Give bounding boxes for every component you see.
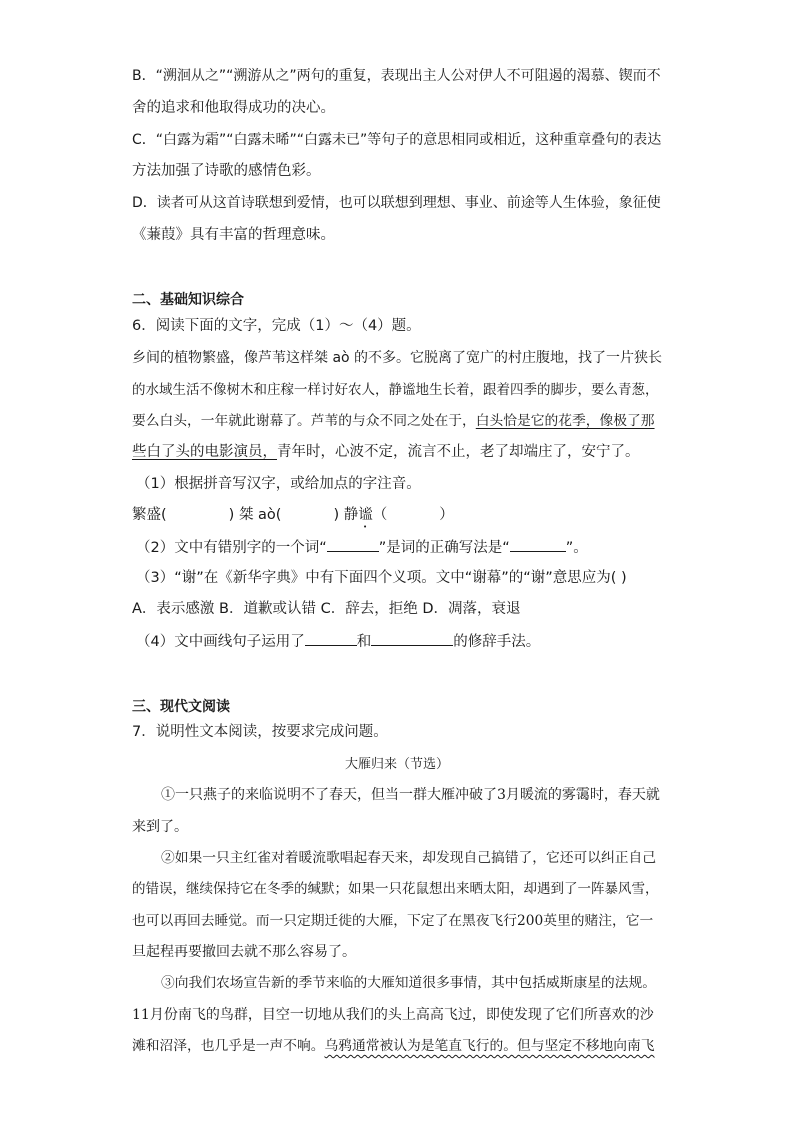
- option-b-line-1: B．“溯洄从之”“溯游从之”两句的重复，表现出主人公对伊人不可阻遏的渴慕、锲而不: [132, 68, 661, 84]
- sub-question-1-fields: [132, 505, 454, 531]
- article-para-3-line-2: 11月份南飞的鸟群，目空一切地从我们的头上高高飞过，即使发现了它们所喜欢的沙: [132, 1007, 654, 1023]
- question-7-stem: 7．说明性文本阅读，按要求完成问题。: [132, 724, 388, 740]
- sub-question-4-text-b: 和: [356, 634, 372, 650]
- underlined-sentence-part-1: 白头恰是它的花季，像极了那: [475, 413, 655, 429]
- section-heading-basic-knowledge: 二、基础知识综合: [132, 292, 244, 308]
- passage-line-4: [132, 442, 640, 462]
- article-para-2-line-2: 的错误，继续保持它在冬季的缄默；如果一只花鼠想出来晒太阳，却遇到了一阵暴风雪，: [132, 881, 659, 897]
- article-para-1-line-1: ①一只燕子的来临说明不了春天，但当一群大雁冲破了3月暖流的雾霭时，春天就: [161, 787, 660, 803]
- option-c-line-1: C．“白露为霜”“白露未晞”“白露未已”等句子的意思相同或相近，这种重章叠句的表达: [132, 132, 662, 148]
- sub-question-3-options: A．表示感激 B．道歉或认错 C．辞去，拒绝 D．凋落，衰退: [132, 601, 521, 617]
- wavy-underlined-sentence: 乌鸦通常被认为是笔直飞行的。但与坚定不移地向南飞: [324, 1038, 655, 1054]
- blank-rhetoric-1[interactable]: [305, 631, 357, 646]
- article-para-1-line-2: 来到了。: [132, 819, 188, 835]
- underlined-sentence-part-2: 些白了头的电影演员，: [132, 444, 277, 460]
- jingmi-paren-close: ）: [439, 507, 454, 523]
- sub-question-1: （1）根据拼音写汉字，或给加点的字注音。: [136, 476, 421, 492]
- option-b-line-2: 舍的追求和他取得成功的决心。: [132, 100, 335, 116]
- dotted-character: 谧: [358, 507, 373, 523]
- jie-ao-label: ) 桀 aò(: [228, 507, 282, 523]
- article-para-2-line-3: 也可以再回去睡觉。而一只定期迁徙的大雁，下定了在黑夜飞行200英里的赌注，它一: [132, 913, 654, 929]
- sub-question-2-text-b: ”是词的正确写法是“: [378, 540, 510, 556]
- option-c-line-2: 方法加强了诗歌的感情色彩。: [132, 163, 321, 179]
- article-para-2-line-1: ②如果一只主红雀对着暖流歌唱起春天来，却发现自己搞错了，它还可以纠正自己: [161, 850, 657, 866]
- blank-correct-word[interactable]: [510, 537, 566, 552]
- option-d-line-1: D．读者可从这首诗联想到爱情，也可以联想到理想、事业、前途等人生体验，象征使: [132, 195, 661, 211]
- article-title: 大雁归来（节选）: [344, 757, 449, 772]
- article-para-3-line-1: ③向我们农场宣告新的季节来临的大雁知道很多事情，其中包括威斯康星的法规。: [161, 975, 657, 991]
- section-heading-modern-reading: 三、现代文阅读: [132, 699, 230, 715]
- passage-line-3-text: 要么白头，一年就此谢幕了。芦苇的与众不同之处在于，: [132, 413, 476, 429]
- fanseng-label: 繁盛(: [132, 507, 167, 523]
- passage-line-2: 的水域生活不像树木和庄稼一样讨好农人，静谧地生长着，跟着四季的脚步，要么青葱，: [132, 382, 659, 398]
- sub-question-4-text-a: （4）文中画线句子运用了: [136, 634, 305, 650]
- passage-line-3: [132, 411, 655, 431]
- article-para-3-line-3: [132, 1036, 655, 1056]
- jingmi-label: ) 静: [333, 507, 359, 523]
- passage-line-4-text: 青年时，心波不定，流言不止，老了却端庄了，安宁了。: [277, 444, 640, 460]
- passage-line-1: 乡间的植物繁盛，像芦苇这样桀 aò 的不多。它脱离了宽广的村庄腹地，找了一片狭长: [132, 350, 663, 366]
- article-para-2-line-4: 旦起程再要撤回去就不那么容易了。: [132, 944, 356, 960]
- article-para-3-line-3-text: 滩和沼泽，也几乎是一声不响。: [132, 1038, 325, 1054]
- sub-question-4: [136, 631, 540, 652]
- sub-question-2: [136, 537, 588, 558]
- sub-question-4-text-c: 的修辞手法。: [453, 634, 541, 650]
- sub-question-2-text-a: （2）文中有错别字的一个词“: [136, 540, 327, 556]
- blank-wrong-word[interactable]: [327, 537, 379, 552]
- blank-rhetoric-2[interactable]: [371, 631, 453, 646]
- option-d-line-2: 《蒹葭》具有丰富的哲理意味。: [132, 227, 335, 243]
- question-6-stem: 6．阅读下面的文字，完成（1）～（4）题。: [132, 318, 421, 334]
- jingmi-paren-open: （: [372, 507, 388, 523]
- sub-question-2-text-c: ”。: [565, 540, 588, 556]
- sub-question-3: （3）“谢”在《新华字典》中有下面四个义项。文中“谢幕”的“谢”意思应为( ): [136, 570, 627, 586]
